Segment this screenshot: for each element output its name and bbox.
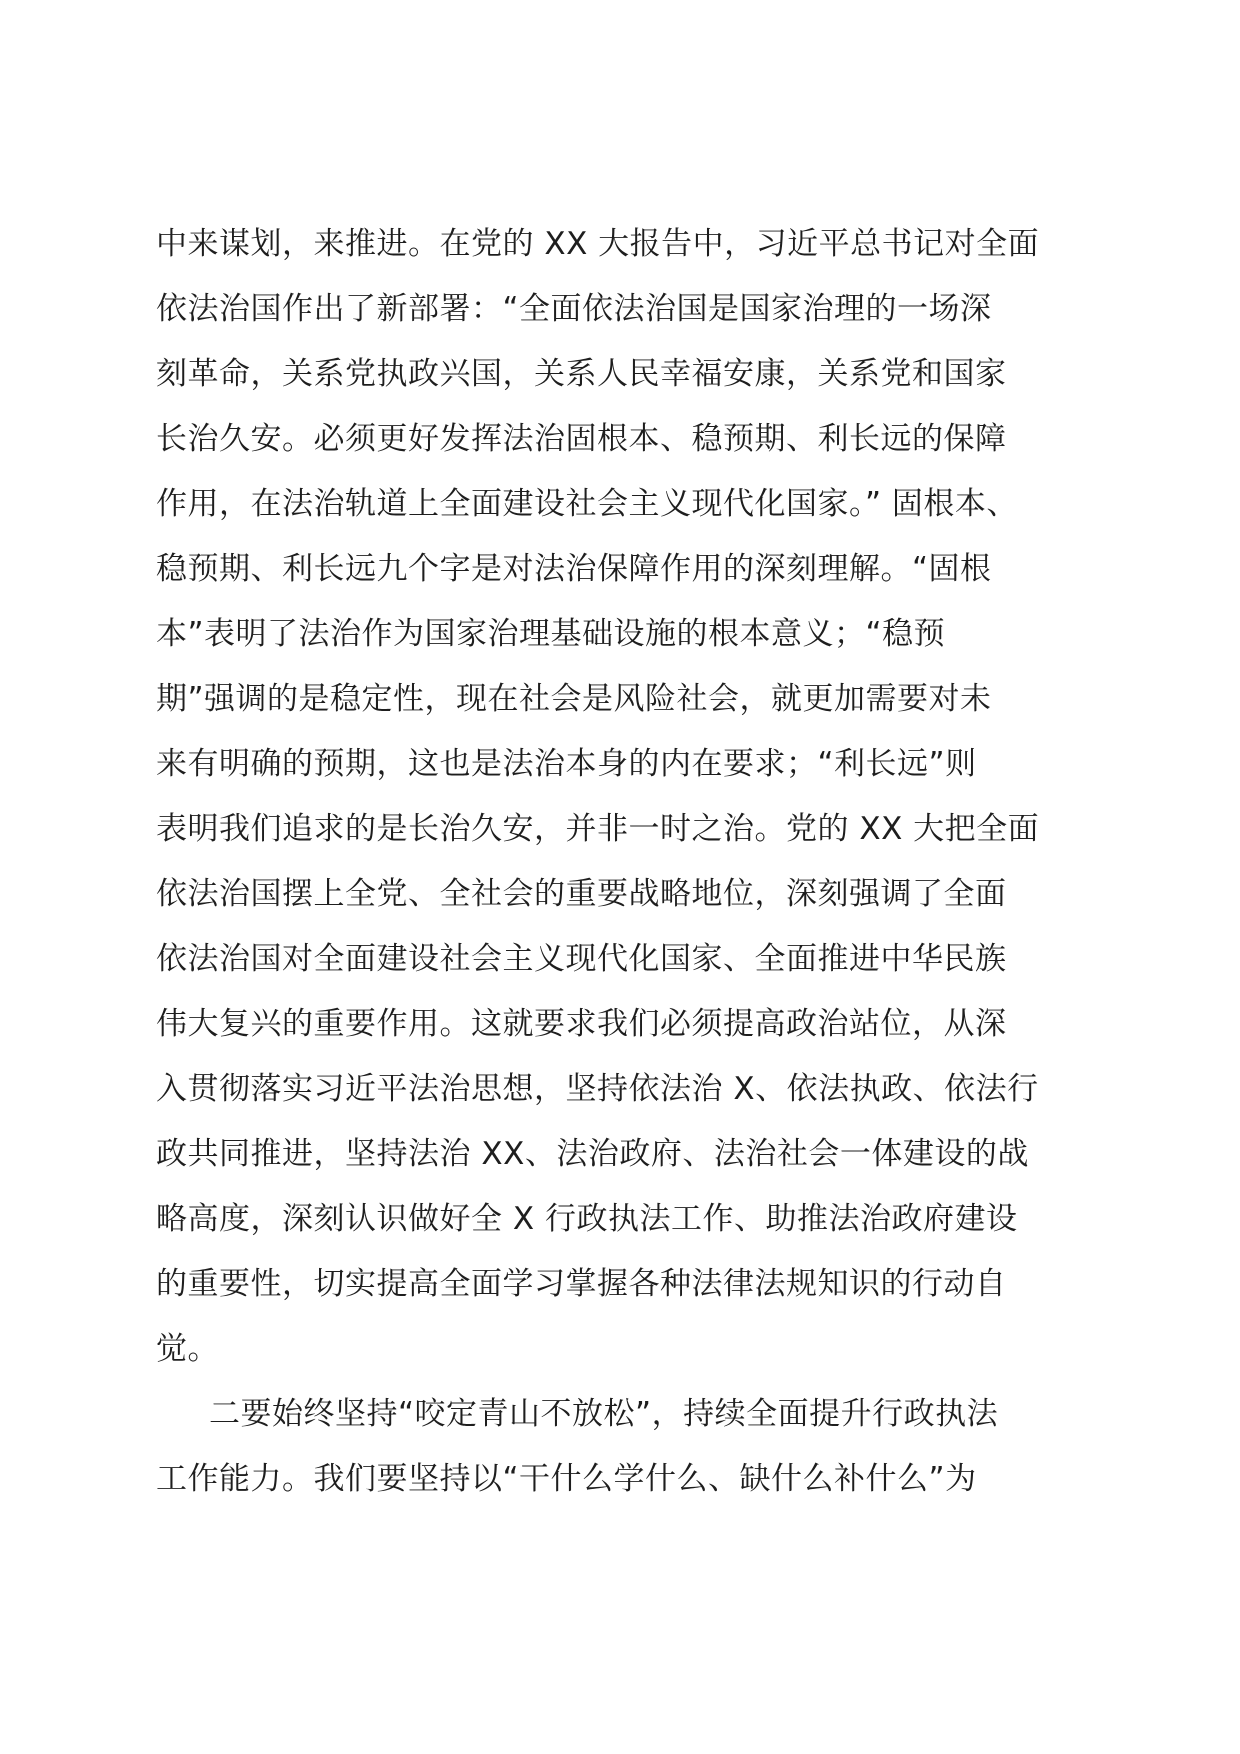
text-line: 中来谋划，来推进。在党的 XX 大报告中，习近平总书记对全面	[156, 226, 1040, 262]
text-line: 期”强调的是稳定性，现在社会是风险社会，就更加需要对未	[156, 681, 992, 717]
text-line: 觉。	[156, 1331, 219, 1367]
text-line: 略高度，深刻认识做好全 X 行政执法工作、助推法治政府建设	[156, 1201, 1018, 1237]
text-line: 依法治国对全面建设社会主义现代化国家、全面推进中华民族	[156, 941, 1007, 977]
text-line: 依法治国摆上全党、全社会的重要战略地位，深刻强调了全面	[156, 876, 1007, 912]
text-line: 的重要性，切实提高全面学习掌握各种法律法规知识的行动自	[156, 1266, 1007, 1302]
text-line: 刻革命，关系党执政兴国，关系人民幸福安康，关系党和国家	[156, 356, 1007, 392]
text-line: 来有明确的预期，这也是法治本身的内在要求；“利长远”则	[156, 746, 977, 782]
text-line: 依法治国作出了新部署：“全面依法治国是国家治理的一场深	[156, 291, 992, 327]
paragraph-start-line: 二要始终坚持“咬定青山不放松”，持续全面提升行政执法	[209, 1396, 999, 1432]
text-line: 本”表明了法治作为国家治理基础设施的根本意义；“稳预	[156, 616, 946, 652]
text-line: 作用，在法治轨道上全面建设社会主义现代化国家。” 固根本、	[156, 486, 1018, 522]
text-line: 伟大复兴的重要作用。这就要求我们必须提高政治站位，从深	[156, 1006, 1007, 1042]
text-line: 政共同推进，坚持法治 XX、法治政府、法治社会一体建设的战	[156, 1136, 1029, 1172]
text-line: 稳预期、利长远九个字是对法治保障作用的深刻理解。“固根	[156, 551, 992, 587]
text-line: 长治久安。必须更好发挥法治固根本、稳预期、利长远的保障	[156, 421, 1007, 457]
text-line: 工作能力。我们要坚持以“干什么学什么、缺什么补什么”为	[156, 1461, 977, 1497]
body-text	[156, 212, 1096, 1512]
text-line: 入贯彻落实习近平法治思想，坚持依法治 X、依法执政、依法行	[156, 1071, 1039, 1107]
text-line: 表明我们追求的是长治久安，并非一时之治。党的 XX 大把全面	[156, 811, 1040, 847]
